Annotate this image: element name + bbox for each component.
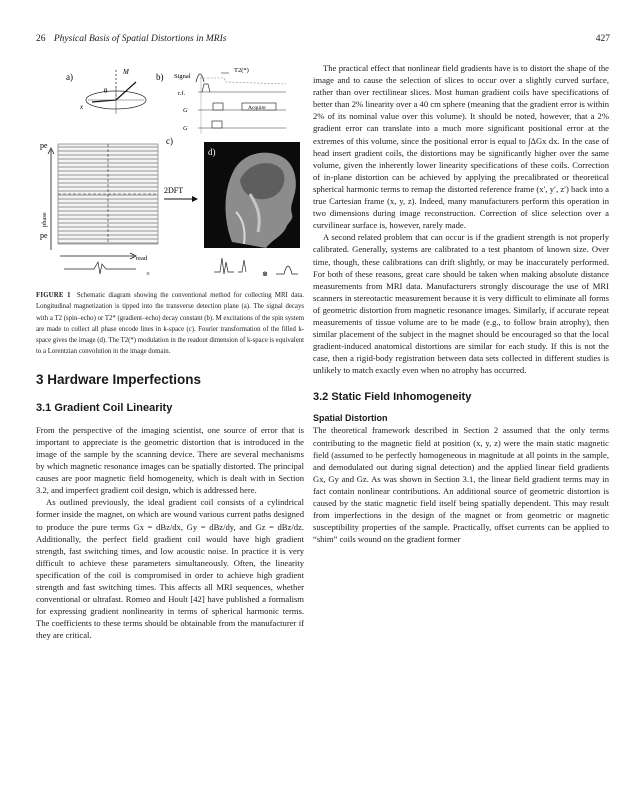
x-label: x [80,103,84,111]
panel-c-label: c) [166,136,173,146]
pulse-sequence [196,73,286,134]
x-mark-icon: × [146,270,150,278]
convolution-icon: ⊗ [262,270,268,278]
figure-1-diagram [36,62,304,284]
subsection-title-static-field: 3.2 Static Field Inhomogeneity [313,391,472,404]
subsection-title-gradient-coil: 3.1 Gradient Coil Linearity [36,401,173,414]
page-number: 427 [595,34,610,44]
panel-b-label: b) [156,72,164,82]
read-axis [60,253,136,259]
gy-label: G [183,125,188,132]
signal-label: Signal [174,73,191,80]
section-title-hardware: 3 Hardware Imperfections [36,371,202,387]
phase-axis [48,148,54,250]
pe-m-label: pe [40,141,48,150]
chapter-title: Physical Basis of Spatial Distortions in MRIs [53,34,227,44]
phase-axis-label: phase [41,212,48,227]
paragraph-right-3: The theoretical framework described in Section 2 assumed that the only terms contributing to the magnetic field at position (x, y, z) were the main static magnetic field (assumed to be perfectly homogeneous in magnitude at all points in the sample, and demodulated out during signal detection) and the applied linear field gradients Gx, Gy and Gz. As was shown in Section 3.1, the linear field gradient terms may in fact contain nonlinear contributions. An additional source of geometric distortion is caused by the static magnetic field itself being spatially dependent. This may result from imperfections in the design of the magnet or from geometric or magnetic susceptibility properties of the sample. Practically, offset currents can be applied to “shim” coils wound on the gradient former [313,425,609,545]
magnetization-sketch [86,70,146,114]
figure-caption-text: Schematic diagram showing the conventional method for collecting MRI data. Longitudinal magnetization is tipped into the transverse detection plane (a). The signal decays with a T2 (spin–echo) or T2* (gradient–echo) decay constant (b). M excitations of the spin system are made to collect all phase encode lines in k-space (c). Fourier transformation of the filled k-space gives the image (d). The T2(*) modulation in the readout dimension of k-space is equivalent to a Lorentzian convolution in the image domain. [36,292,304,356]
figure-caption [36,290,304,358]
paragraph-right-2: A second related problem that can occur is if the gradient strength is not properly calibrated. Generally, systems are calibrated to a test phantom of known size. Over time, though, these calibrations can drift slightly, or may be inaccurately performed. For both of these reasons, great care should be taken when making absolute distance measurements from MRI data. Manufacturers strongly discourage the use of MRI scanners in stereotactic measurement because it is very difficult to eliminate all forms of geometric distortion from magnetic resonance images. Similarly, if accurate repeat measurements of tissue volume are to be made (e.g., to follow brain atrophy), then similar placement of the subject in the magnet should be encouraged so that the local gradient-induced anatomical distortions are similar for each study. If this is not the case, then a rigid-body registration between data sets collected in different studies is unlikely to match exactly even when no atrophy has occurred. [313,232,609,376]
figure-caption-label: FIGURE 1 [36,292,71,299]
t2-label: T2(*) [234,67,249,74]
running-head [36,34,610,48]
left-column [36,62,304,641]
read-label: read [136,255,148,262]
panel-d-label: d) [208,147,216,157]
dft-label: 2DFT [164,186,184,195]
echo-signal-trace [64,262,136,274]
subsubsection-title-spatial-distortion: Spatial Distortion [313,413,388,424]
right-column [313,62,609,545]
paragraph-left-1: From the perspective of the imaging scientist, one source of error that is important to appreciate is the geometric distortion that is introduced in the image of the sample by the scanning device. There are several mechanisms by which magnetic resonance images can be spatially distorted. The principal causes are poor magnetic field homogeneity, which is dealt with in Section 3.2, and imperfect gradient coil design, which is addressed here. [36,424,304,496]
chapter-number: 26 [36,34,46,44]
image-profile-trace [214,258,246,274]
theta-label: θ [104,87,108,95]
m-label: M [123,68,129,76]
pe-1-label: pe [40,231,48,240]
panel-a-label: a) [66,72,73,82]
acquire-label: Acquire [248,105,266,111]
figure-1 [36,62,304,284]
paragraph-left-2: As outlined previously, the ideal gradient coil consists of a cylindrical former inside the magnet, on which are wound various current paths designed to produce the pure terms Gx = dBz/dx, Gy = dBz/dy, and Gz = dBz/dz. Additionally, the perfect field gradient coil would have high gradient strength, fast switching times, and low acoustic noise. In practice it is very difficult to achieve these parameters simultaneously. Often, the linearity specification of the coil is compromised in order to achieve high gradient strength and fast switching times. This affects all MRI sequences, whether conventional or ultrafast. Romeo and Hoult [42] have published a formalism for expressing gradient nonlinearity in terms of spherical harmonic terms. The coefficients to these terms should be obtainable from the manufacturer if they are critical. [36,497,304,641]
paragraph-right-1: The practical effect that nonlinear field gradients have is to distort the shape of the image and to cause the selection of slices to occur over a slightly curved surface, rather than over rectilinear slices. Most human gradient coils have specifications of better than 2% linearity over a 40 cm sphere (meaning that the gradient error is within 2% of its nominal value over this volume). It should be noted, however, that a 2% gradient error can translate into a much more significant positional error at the extremes of this volume, since the positional error is equal to ∫ΔGx dx. In the case of head insert gradient coils, the distortions may be significantly higher over the same volume, given the inherently lower linearity specifications of these coils. Correction of in-plane distortion can be achieved by applying the precalibrated or theoretical spherical harmonic terms to remap the distorted reference frame (x′, y′, z′) back into a true Cartesian frame (x, y, z). Indeed, many manufacturers perform this operation in two dimensions during image reconstruction. Correction of slice selection over a curvilinear surface is, however, rarely made. [313,63,609,231]
rf-label: r.f. [178,90,186,97]
dft-arrow [164,196,198,202]
gx-label: G [183,107,188,114]
lorentzian-trace [276,266,298,274]
